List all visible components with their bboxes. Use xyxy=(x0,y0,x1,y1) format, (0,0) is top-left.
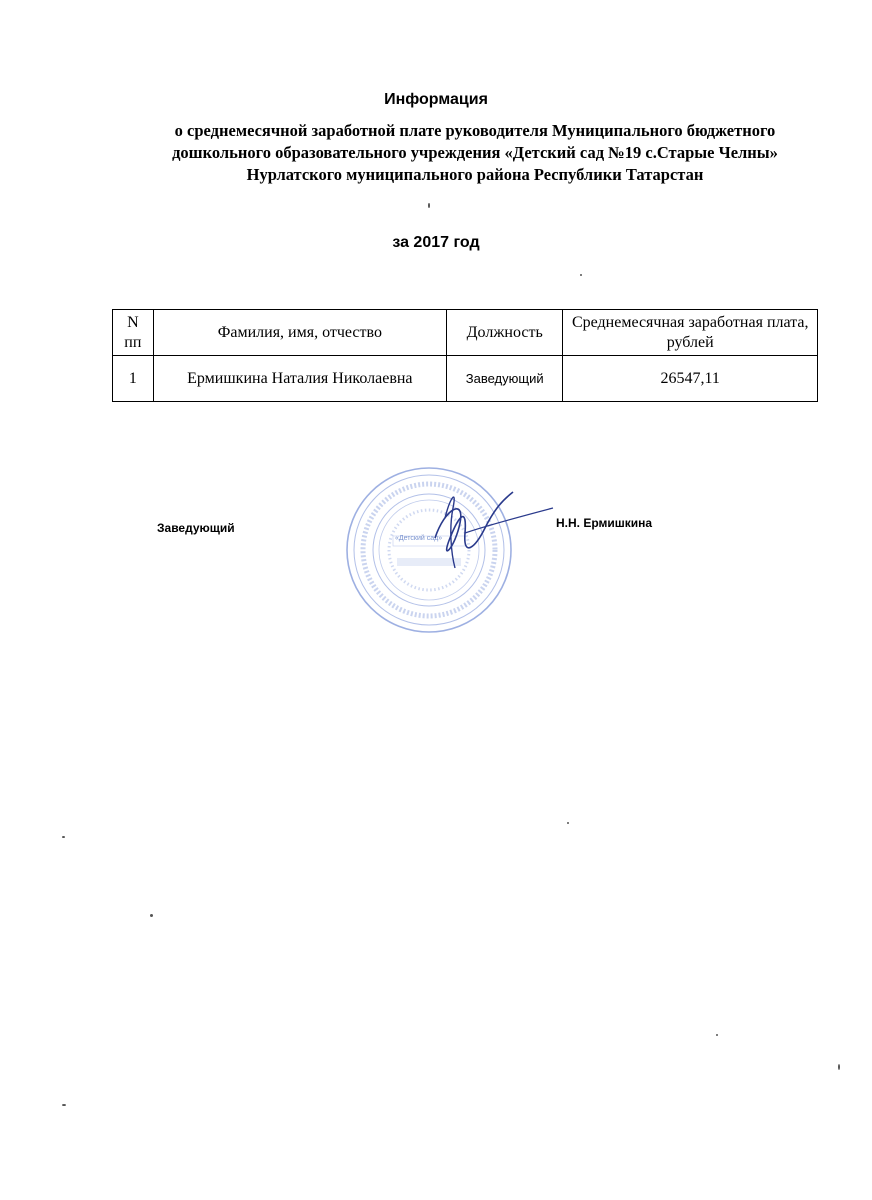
signature-name: Н.Н. Ермишкина xyxy=(556,516,653,530)
document-period: за 2017 год xyxy=(392,234,480,251)
document-heading: Информация xyxy=(384,91,488,108)
stamp-center-text: «Детский сад» xyxy=(395,535,443,542)
cell-number: 1 xyxy=(113,356,154,402)
table-header-row xyxy=(113,310,818,356)
header-position: Должность xyxy=(446,310,562,356)
header-average-salary: Среднемесячная заработная плата, рублей xyxy=(563,310,818,356)
header-number: N пп xyxy=(113,310,154,356)
cell-position: Заведующий xyxy=(446,356,562,402)
header-full-name: Фамилия, имя, отчество xyxy=(153,310,446,356)
document-subheading: о среднемесячной заработной плате руководителя Муниципального бюджетного дошкольного образовательного учреждения «Детский сад №19 с.Старые Челны» Нурлатского муниципального района Республики Татарстан xyxy=(172,121,778,184)
signature-position-label: Заведующий xyxy=(157,521,235,535)
cell-full-name: Ермишкина Наталия Николаевна xyxy=(153,356,446,402)
cell-average-salary: 26547,11 xyxy=(563,356,818,402)
handwritten-signature xyxy=(405,478,555,578)
table-row xyxy=(113,356,818,402)
salary-table xyxy=(112,309,818,402)
